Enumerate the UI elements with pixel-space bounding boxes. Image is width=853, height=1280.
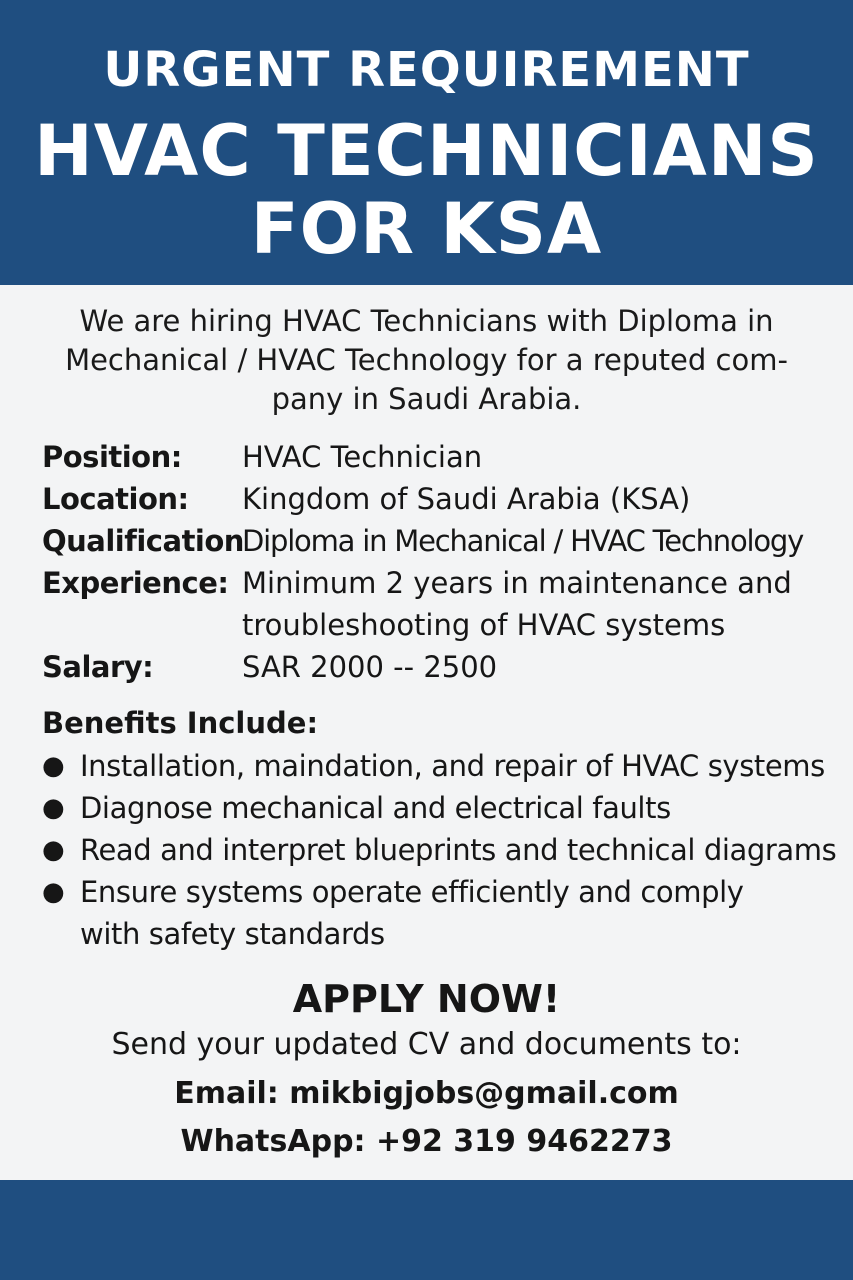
bullet-icon: ● (42, 793, 65, 823)
apply-now-heading: APPLY NOW! (292, 977, 561, 1021)
contact-email: Email: mikbigjobs@gmail.com (174, 1076, 679, 1111)
detail-label-position: Position: (42, 440, 182, 474)
benefit-item (42, 829, 842, 871)
detail-value-experience: Minimum 2 years in maintenance and troubleshooting of HVAC systems (242, 566, 792, 642)
benefits-heading: Benefits Include: (42, 706, 319, 740)
header-location-title: FOR KSA (250, 188, 603, 270)
detail-label-qualification: Qualification (42, 524, 244, 558)
benefit-text: Read and interpret blueprints and technical diagrams (80, 833, 837, 867)
detail-label-experience: Experience: (42, 566, 229, 600)
bullet-icon: ● (42, 877, 65, 907)
detail-row-qualification (42, 520, 842, 562)
bullet-icon: ● (42, 835, 65, 865)
header-urgent-title: URGENT REQUIREMENT (103, 42, 750, 98)
detail-row-salary (42, 646, 842, 688)
detail-value-location: Kingdom of Saudi Arabia (KSA) (242, 482, 691, 516)
detail-row-experience (42, 562, 842, 646)
detail-value-position: HVAC Technician (242, 440, 483, 474)
benefit-text: Ensure systems operate efficiently and comply with safety standards (80, 875, 744, 951)
contact-whatsapp: WhatsApp: +92 319 9462273 (180, 1124, 673, 1159)
bullet-icon: ● (42, 751, 65, 781)
benefit-item (42, 871, 842, 955)
detail-row-location (42, 478, 842, 520)
detail-value-salary: SAR 2000 -- 2500 (242, 650, 498, 684)
benefit-item (42, 745, 842, 787)
benefit-text: Installation, maindation, and repair of HVAC systems (80, 749, 825, 783)
detail-label-salary: Salary: (42, 650, 154, 684)
detail-row-position (42, 436, 842, 478)
benefits-list (42, 745, 842, 955)
detail-label-location: Location: (42, 482, 189, 516)
footer-banner (0, 1180, 853, 1280)
header-job-title: HVAC TECHNICIANS (34, 110, 819, 192)
header-banner (0, 0, 853, 285)
detail-value-qualification: Diploma in Mechanical / HVAC Technology (242, 524, 804, 558)
benefit-item (42, 787, 842, 829)
intro-text: We are hiring HVAC Technicians with Diploma in Mechanical / HVAC Technology for a reputed com-pany in Saudi Arabia. (65, 304, 788, 416)
job-details (42, 436, 842, 688)
benefit-text: Diagnose mechanical and electrical faults (80, 791, 671, 825)
apply-instruction: Send your updated CV and documents to: (111, 1027, 742, 1062)
